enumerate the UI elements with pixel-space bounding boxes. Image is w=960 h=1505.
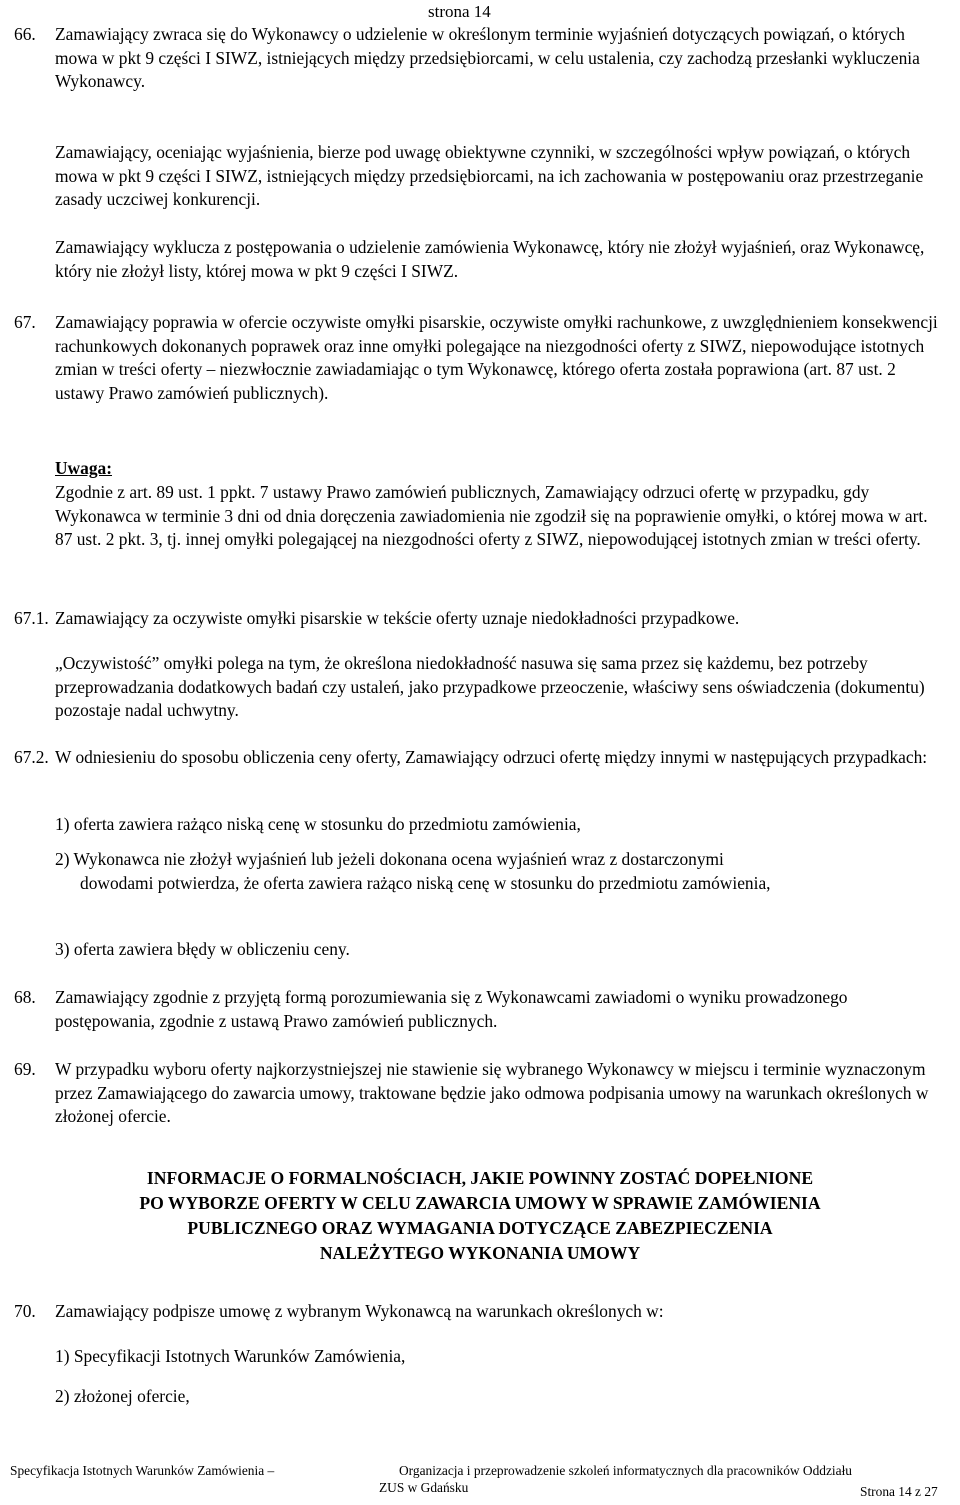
section-heading-line: NALEŻYTEGO WYKONANIA UMOWY — [319, 1243, 641, 1263]
paragraph-68 — [14, 986, 944, 1033]
list-item-1: 1) oferta zawiera rażąco niską cenę w stosunku do przedmiotu zamówienia, — [55, 814, 581, 834]
paragraph-66 — [14, 23, 944, 94]
paragraph-67-1 — [14, 607, 944, 631]
paragraph-number: 67. — [14, 312, 36, 332]
paragraph-number: 67.1. — [14, 608, 49, 628]
quote-paragraph: „Oczywistość” omyłki polega na tym, że określona niedokładność nasuwa się sama przez się każdemu, bez potrzeby przeprowadzania dodatkowych badań czy ustaleń, jako przypadkowe przeoczenie, właściwy sens oświadczenia (dokumentu) pozostaje nadal uchwytny. — [55, 653, 925, 721]
section-heading-line: INFORMACJE O FORMALNOŚCIACH, JAKIE POWINNY ZOSTAĆ DOPEŁNIONE — [146, 1168, 814, 1188]
list-item-3: 3) oferta zawiera błędy w obliczeniu ceny. — [55, 939, 350, 959]
paragraph-text: W odniesieniu do sposobu obliczenia ceny oferty, Zamawiający odrzuci ofertę między innymi w następujących przypadkach: — [55, 747, 928, 767]
paragraph-text: Zamawiający podpisze umowę z wybranym Wykonawcą na warunkach określonych w: — [55, 1301, 664, 1321]
paragraph-text: Zamawiający zwraca się do Wykonawcy o udzielenie w określonym terminie wyjaśnień dotyczących powiązań, o których mowa w pkt 9 części I SIWZ, istniejących między przedsiębiorcami, w celu ustalenia, czy zachodzą przesłanki wykluczenia Wykonawcy. — [55, 24, 920, 92]
paragraph-text: W przypadku wyboru oferty najkorzystniejszej nie stawienie się wybranego Wykonawcy w miejscu i terminie wyznaczonym przez Zamawiającego do zawarcia umowy, traktowane będzie jako odmowa podpisania umowy na warunkach określonych w złożonej ofercie. — [55, 1059, 929, 1127]
paragraph-67 — [14, 311, 944, 406]
paragraph-number: 69. — [14, 1059, 36, 1079]
page-number: Strona 14 z 27 — [860, 1484, 938, 1499]
footer-right-line2: ZUS w Gdańsku — [379, 1480, 469, 1495]
list-item-2-continuation: dowodami potwierdza, że oferta zawiera rażąco niską cenę w stosunku do przedmiotu zamówienia, — [80, 872, 771, 893]
paragraph-66-sub2: Zamawiający wyklucza z postępowania o udzielenie zamówienia Wykonawcę, który nie złożył wyjaśnień, oraz Wykonawcę, który nie złożył listy, której mowa w pkt 9 części I SIWZ. — [55, 237, 925, 281]
paragraph-text: Zamawiający za oczywiste omyłki pisarskie w tekście oferty uznaje niedokładności przypadkowe. — [55, 608, 740, 628]
footer-left: Specyfikacja Istotnych Warunków Zamówienia – — [10, 1463, 275, 1478]
paragraph-66-sub1: Zamawiający, oceniając wyjaśnienia, bierze pod uwagę obiektywne czynniki, w szczególności wpływ powiązań, o których mowa w pkt 9 części I SIWZ, istniejących między przedsiębiorcami, na ich zachowania w postępowaniu oraz przestrzeganie zasady uczciwej konkurencji. — [55, 142, 924, 210]
note-text: Zgodnie z art. 89 ust. 1 ppkt. 7 ustawy Prawo zamówień publicznych, Zamawiający odrzuci ofertę w przypadku, gdy Wykonawca w terminie 3 dni od dnia doręczenia zawiadomienia nie zgodził się na poprawienie omyłki, o której mowa w art. 87 ust. 2 pkt. 3, tj. innej omyłki polegającej na niezgodności oferty z SIWZ, niepowodującej istotnych zmian w treści oferty. — [55, 482, 928, 550]
paragraph-70 — [14, 1300, 944, 1324]
footer-right-line1: Organizacja i przeprowadzenie szkoleń informatycznych dla pracowników Oddziału — [399, 1463, 852, 1478]
paragraph-number: 68. — [14, 987, 36, 1007]
section-heading-line: PUBLICZNEGO ORAZ WYMAGANIA DOTYCZĄCE ZABEZPIECZENIA — [187, 1218, 773, 1238]
paragraph-number: 67.2. — [14, 747, 49, 767]
list-item-2: 2) złożonej ofercie, — [55, 1386, 190, 1406]
paragraph-text: Zamawiający poprawia w ofercie oczywiste omyłki pisarskie, oczywiste omyłki rachunkowe, z uwzględnieniem konsekwencji rachunkowych dokonanych poprawek oraz inne omyłki polegające na niezgodności oferty z SIWZ, niepowodujące istotnych zmian w treści oferty – niezwłocznie zawiadamiając o tym Wykonawcę, którego oferta została poprawiona (art. 87 ust. 2 ustawy Prawo zamówień publicznych). — [55, 312, 938, 404]
note-label: Uwaga: — [55, 458, 112, 478]
section-heading — [0, 1166, 960, 1266]
list-item-1: 1) Specyfikacji Istotnych Warunków Zamówienia, — [55, 1346, 406, 1366]
paragraph-number: 70. — [14, 1301, 36, 1321]
page-header-label: strona 14 — [428, 2, 491, 21]
paragraph-69 — [14, 1058, 944, 1129]
list-item-2 — [55, 848, 915, 895]
section-heading-line: PO WYBORZE OFERTY W CELU ZAWARCIA UMOWY W SPRAWIE ZAMÓWIENIA — [139, 1193, 821, 1213]
paragraph-67-2 — [14, 746, 944, 770]
paragraph-number: 66. — [14, 24, 36, 44]
list-item-2-first-line: 2) Wykonawca nie złożył wyjaśnień lub jeżeli dokonana ocena wyjaśnień wraz z dostarczonymi — [55, 849, 724, 869]
paragraph-text: Zamawiający zgodnie z przyjętą formą porozumiewania się z Wykonawcami zawiadomi o wyniku prowadzonego postępowania, zgodnie z ustawą Prawo zamówień publicznych. — [55, 987, 848, 1031]
